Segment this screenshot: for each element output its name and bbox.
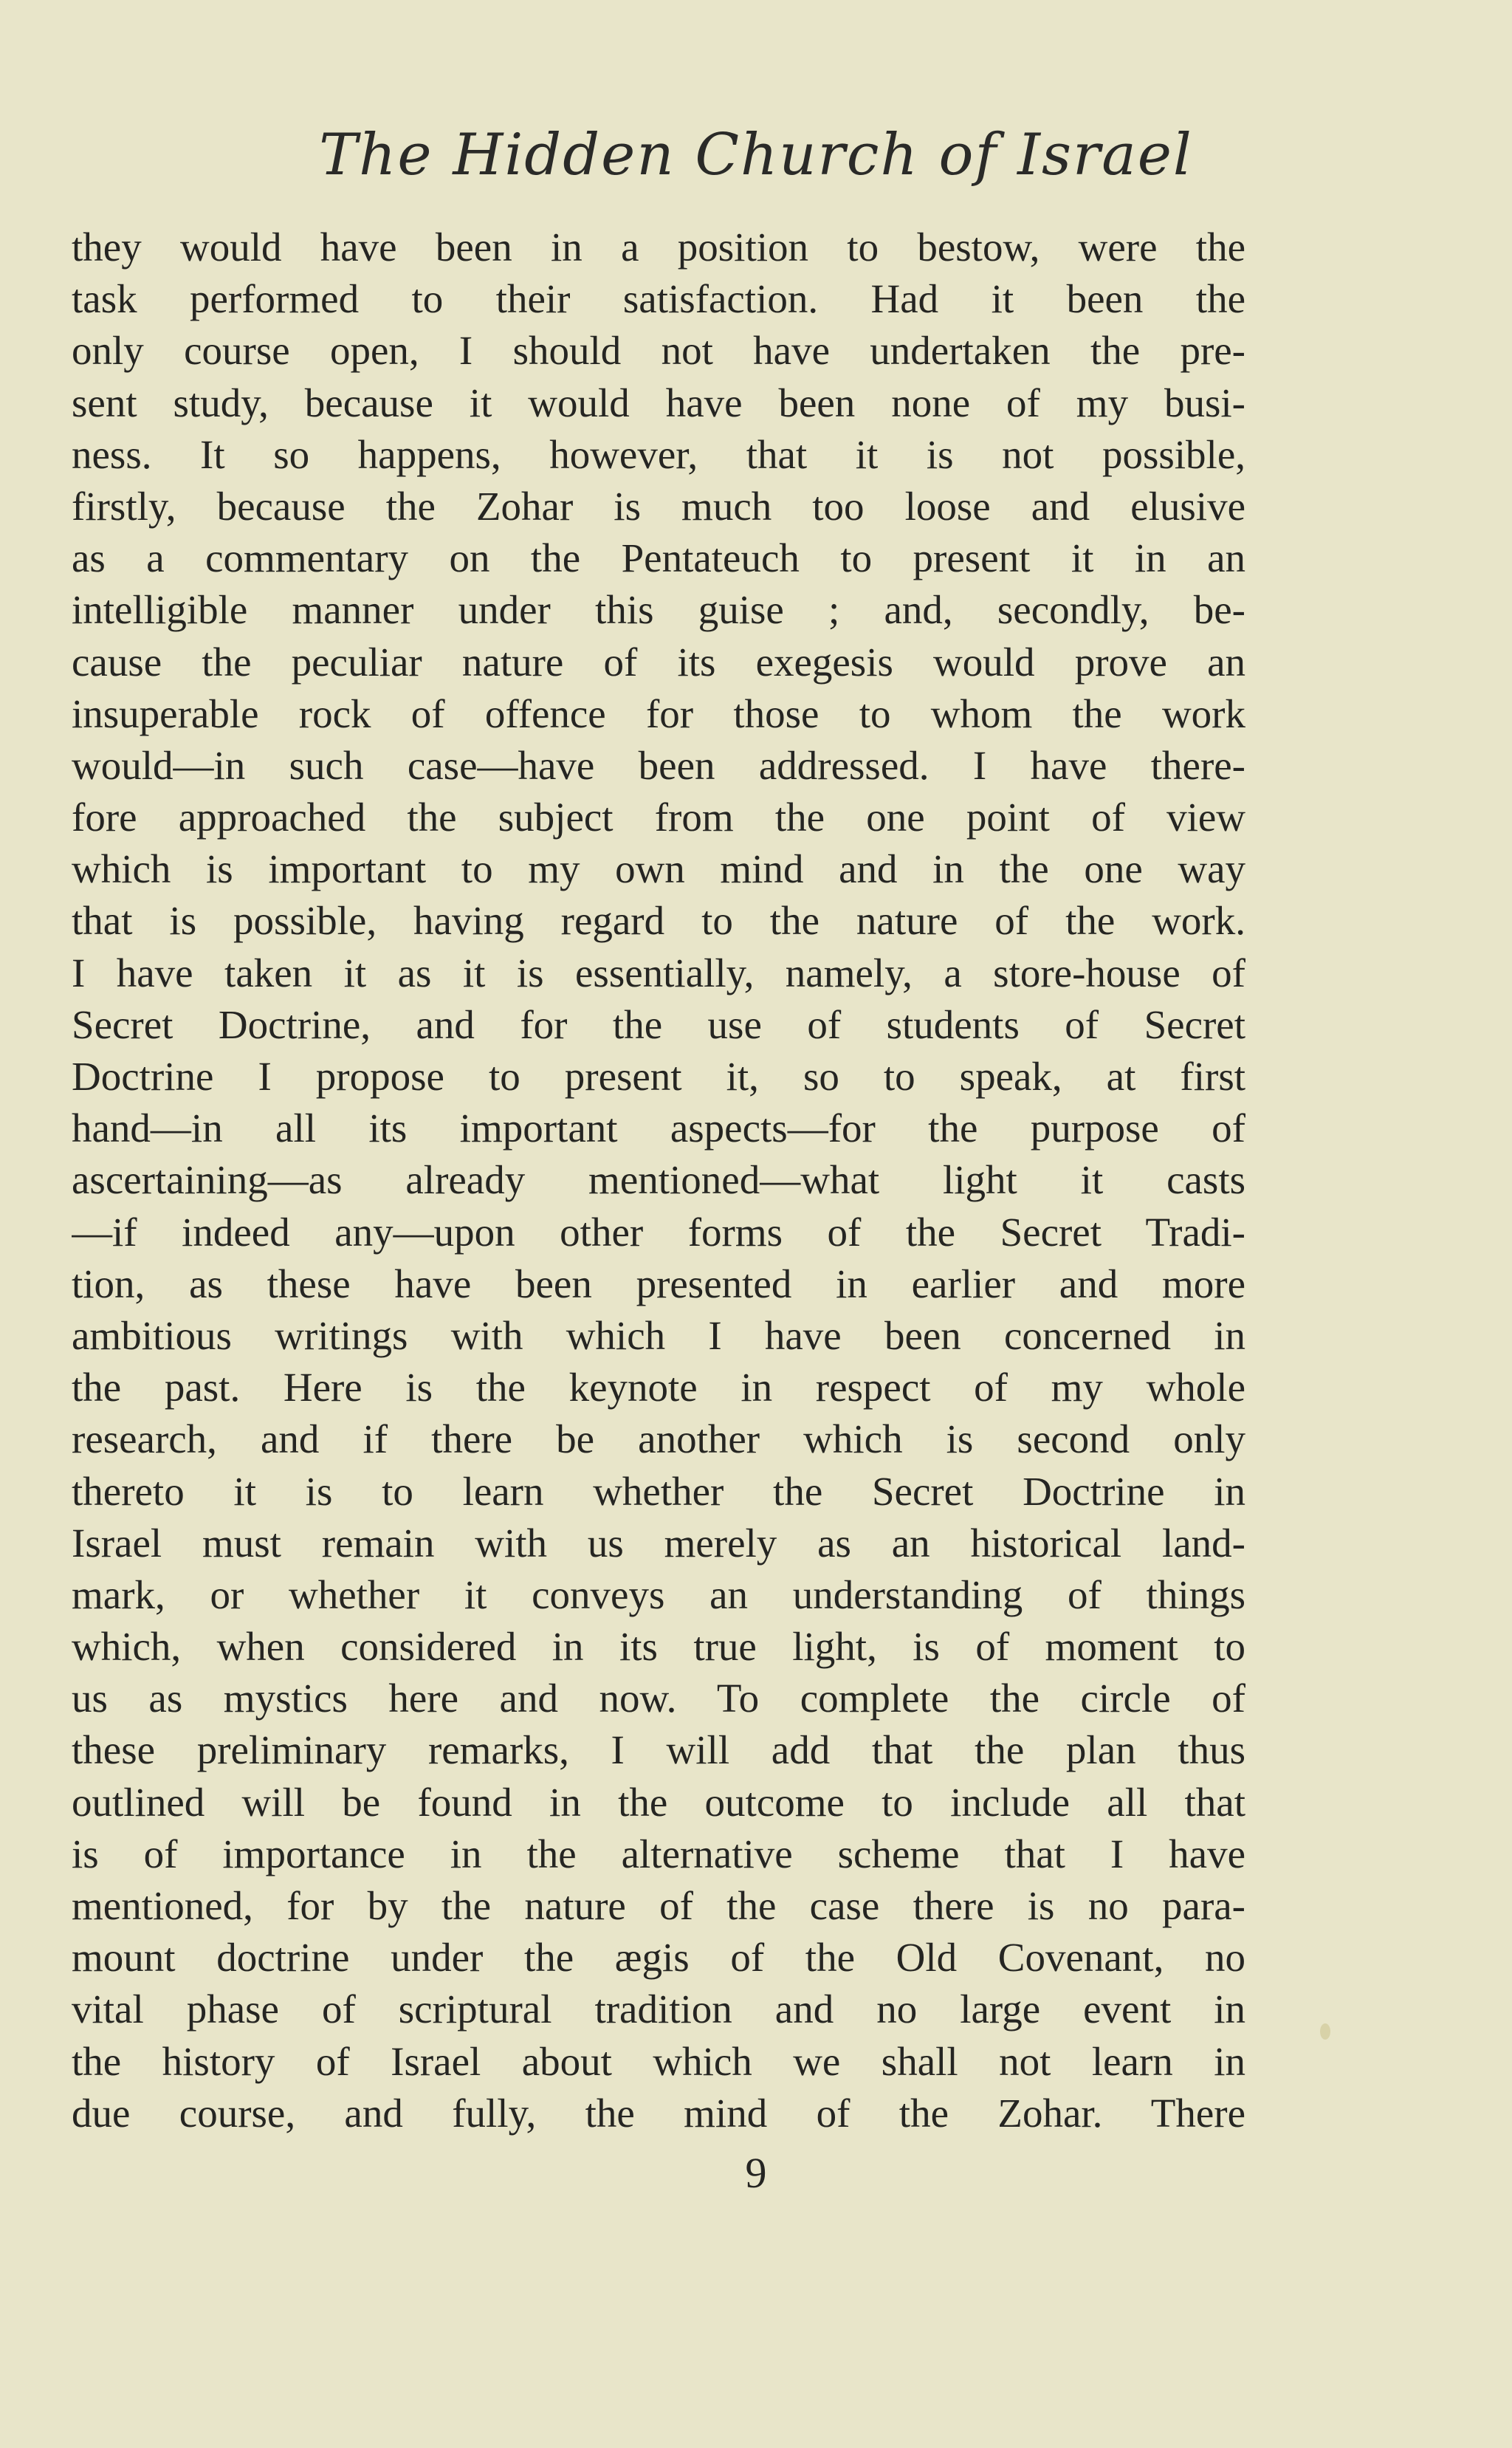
text-line: thereto it is to learn whether the Secret Doctrine in — [72, 1468, 1245, 1514]
text-line: the past. Here is the keynote in respect of my whole — [72, 1365, 1245, 1410]
text-line: hand—in all its important aspects—for the purpose of — [72, 1105, 1245, 1151]
text-line: mentioned, for by the nature of the case there is no para- — [72, 1883, 1245, 1928]
text-line: only course open, I should not have undertaken the pre- — [72, 328, 1245, 374]
text-line: I have taken it as it is essentially, namely, a store-house of — [72, 950, 1245, 995]
text-line: they would have been in a position to bestow, were the — [72, 224, 1245, 270]
text-line: which, when considered in its true light, is of moment to — [72, 1624, 1245, 1670]
text-line: us as mystics here and now. To complete the circle of — [72, 1676, 1245, 1721]
text-line: tion, as these have been presented in earlier and more — [72, 1261, 1245, 1306]
text-line: vital phase of scriptural tradition and no large event in — [72, 1986, 1245, 2032]
body-text — [72, 222, 1245, 2139]
text-line: ascertaining—as already mentioned—what light it casts — [72, 1157, 1245, 1203]
text-line: research, and if there be another which is second only — [72, 1416, 1245, 1462]
text-line: mount doctrine under the ægis of the Old Covenant, no — [72, 1935, 1245, 1981]
text-line: Secret Doctrine, and for the use of students of Secret — [72, 1001, 1245, 1047]
paper-speck — [1320, 2023, 1330, 2040]
text-line: as a commentary on the Pentateuch to present it in an — [72, 535, 1245, 581]
text-line: sent study, because it would have been none of my busi- — [72, 380, 1245, 425]
text-line: outlined will be found in the outcome to include all that — [72, 1779, 1245, 1825]
text-line: firstly, because the Zohar is much too loose and elusive — [72, 483, 1245, 529]
text-line: the history of Israel about which we shall not learn in — [72, 2038, 1245, 2084]
text-line: which is important to my own mind and in the one way — [72, 846, 1245, 892]
running-head: The Hidden Church of Israel — [319, 122, 1193, 188]
text-line: ambitious writings with which I have been concerned in — [72, 1312, 1245, 1358]
text-line: mark, or whether it conveys an understanding of things — [72, 1571, 1245, 1617]
text-line: would—in such case—have been addressed. I have there- — [72, 742, 1245, 788]
text-line: insuperable rock of offence for those to whom the work — [72, 690, 1245, 736]
text-line: that is possible, having regard to the nature of the work. — [72, 898, 1245, 944]
text-line: due course, and fully, the mind of the Zohar. There — [72, 2090, 1245, 2136]
text-line: task performed to their satisfaction. Had it been the — [72, 276, 1245, 322]
text-line: Doctrine I propose to present it, so to speak, at first — [72, 1054, 1245, 1099]
text-line: intelligible manner under this guise ; and, secondly, be- — [72, 587, 1245, 633]
text-line: fore approached the subject from the one point of view — [72, 795, 1245, 840]
text-line: ness. It so happens, however, that it is not possible, — [72, 431, 1245, 477]
text-line: these preliminary remarks, I will add that the plan thus — [72, 1727, 1245, 1773]
text-line: —if indeed any—upon other forms of the Secret Tradi- — [72, 1209, 1245, 1255]
text-line: is of importance in the alternative scheme that I have — [72, 1831, 1245, 1876]
page-number: 9 — [745, 2149, 767, 2197]
text-line: Israel must remain with us merely as an historical land- — [72, 1520, 1245, 1566]
text-line: cause the peculiar nature of its exegesis would prove an — [72, 639, 1245, 685]
